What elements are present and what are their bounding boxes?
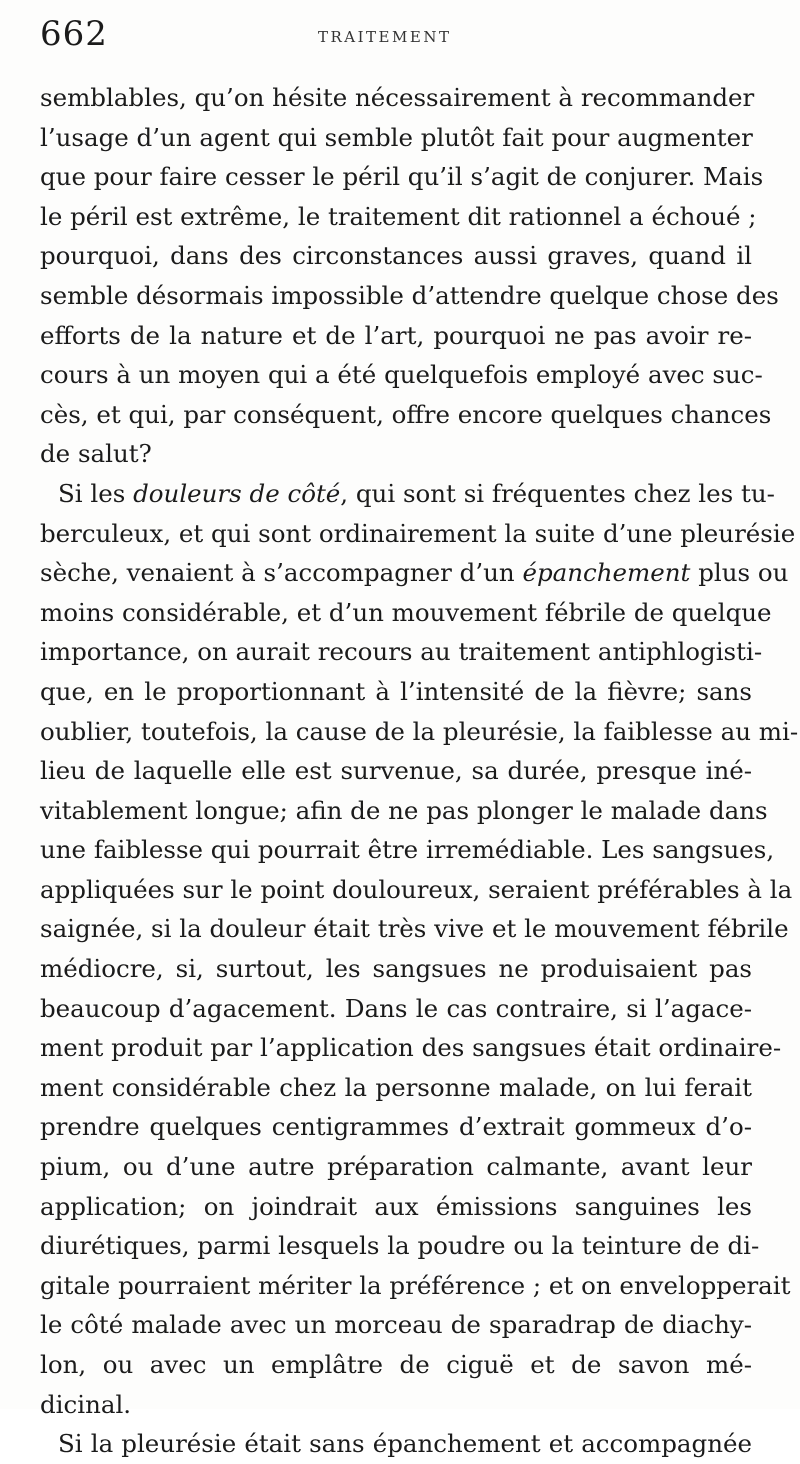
text-segment: appliquées sur le point douloureux, seraient préférables à la: [40, 874, 793, 904]
text-line: [40, 395, 772, 435]
text-segment: application; on joindrait aux émissions sanguines les: [40, 1191, 752, 1221]
text-segment: une faiblesse qui pourrait être irremédiable. Les sangsues,: [40, 835, 775, 865]
text-line: [40, 1424, 752, 1464]
text-line: [40, 1226, 760, 1266]
text-line: [40, 276, 779, 316]
text-line: [40, 78, 755, 118]
text-line: [40, 1028, 782, 1068]
running-head: TRAITEMENT: [318, 28, 452, 46]
text-line: [40, 434, 752, 474]
text-line: [40, 751, 752, 791]
text-segment: de salut?: [40, 439, 152, 469]
text-segment: cours à un moyen qui a été quelquefois employé avec suc-: [40, 360, 763, 390]
text-segment: l’usage d’un agent qui semble plutôt fait pour augmenter: [40, 122, 753, 152]
text-segment: que pour faire cesser le péril qu’il s’agit de conjurer. Mais: [40, 162, 764, 192]
text-line: [40, 672, 752, 712]
text-line: [40, 949, 752, 989]
text-line: [40, 553, 789, 593]
text-line: [40, 1305, 752, 1345]
text-line: [40, 355, 763, 395]
text-line: [40, 1147, 752, 1187]
italic-phrase: épanchement: [522, 558, 691, 588]
text-line: [40, 1385, 752, 1425]
text-segment: beaucoup d’agacement. Dans le cas contraire, si l’agace-: [40, 993, 752, 1023]
text-line: [40, 197, 757, 237]
text-line: [40, 1345, 752, 1385]
text-line: [40, 514, 796, 554]
text-segment: semblables, qu’on hésite nécessairement à recommander: [40, 83, 755, 112]
text-line: [40, 1068, 752, 1108]
text-segment: pourquoi, dans des circonstances aussi graves, quand il: [40, 241, 752, 271]
text-segment: prendre quelques centigrammes d’extrait gommeux d’o-: [40, 1112, 752, 1142]
text-segment: dicinal.: [40, 1389, 132, 1419]
text-segment: Si les: [58, 478, 134, 508]
text-line: [40, 830, 775, 870]
text-line: [40, 1107, 752, 1147]
text-segment: ment produit par l’application des sangsues était ordinaire-: [40, 1033, 782, 1063]
text-segment: lieu de laquelle elle est survenue, sa durée, presque iné-: [40, 756, 752, 786]
text-line: [40, 632, 763, 672]
text-line: [40, 316, 752, 356]
text-segment: le péril est extrême, le traitement dit rationnel a échoué ;: [40, 201, 757, 231]
text-segment: lon, ou avec un emplâtre de ciguë et de savon mé-: [40, 1350, 752, 1379]
text-segment: pium, ou d’une autre préparation calmante, avant leur: [40, 1152, 752, 1182]
text-segment: que, en le proportionnant à l’intensité de la fièvre; sans: [40, 676, 752, 706]
text-segment: ment considérable chez la personne malade, on lui ferait: [40, 1072, 752, 1102]
text-segment: oublier, toutefois, la cause de la pleurésie, la faiblesse au mi-: [40, 716, 799, 746]
text-segment: moins considérable, et d’un mouvement fébrile de quelque: [40, 597, 772, 627]
text-line: [40, 1187, 752, 1227]
text-segment: saignée, si la douleur était très vive et le mouvement fébrile: [40, 914, 789, 944]
text-segment: sèche, venaient à s’accompagner d’un: [40, 558, 523, 588]
text-segment: le côté malade avec un morceau de sparadrap de diachy-: [40, 1310, 752, 1340]
text-line: [40, 870, 793, 910]
italic-phrase: douleurs de côté: [133, 478, 341, 508]
text-segment: berculeux, et qui sont ordinairement la suite d’une pleurésie: [40, 518, 796, 548]
text-line: [40, 118, 752, 158]
text-segment: Si la pleurésie était sans épanchement et accompagnée: [58, 1429, 752, 1459]
text-segment: , qui sont si fréquentes chez les tu-: [340, 478, 775, 508]
text-line: [40, 909, 789, 949]
text-segment: efforts de la nature et de l’art, pourquoi ne pas avoir re-: [40, 320, 752, 350]
text-segment: gitale pourraient mériter la préférence ; et on envelopperait: [40, 1270, 791, 1300]
text-segment: plus ou: [690, 558, 789, 588]
page-number: 662: [40, 14, 108, 54]
text-segment: cès, et qui, par conséquent, offre encore quelques chances: [40, 399, 772, 429]
text-segment: vitablement longue; afin de ne pas plonger le malade dans: [40, 795, 768, 825]
text-line: [40, 712, 799, 752]
text-line: [40, 593, 772, 633]
text-segment: médiocre, si, surtout, les sangsues ne produisaient pas: [40, 954, 752, 984]
text-segment: semble désormais impossible d’attendre quelque chose des: [40, 280, 779, 310]
text-line: [40, 791, 768, 831]
text-segment: diurétiques, parmi lesquels la poudre ou la teinture de di-: [40, 1231, 760, 1261]
body-text: [40, 78, 799, 1464]
text-line: [40, 236, 752, 276]
text-line: [40, 157, 764, 197]
text-line: [40, 1266, 791, 1306]
text-line: [40, 474, 775, 514]
text-line: [40, 989, 752, 1029]
text-segment: importance, on aurait recours au traitement antiphlogisti-: [40, 637, 763, 667]
